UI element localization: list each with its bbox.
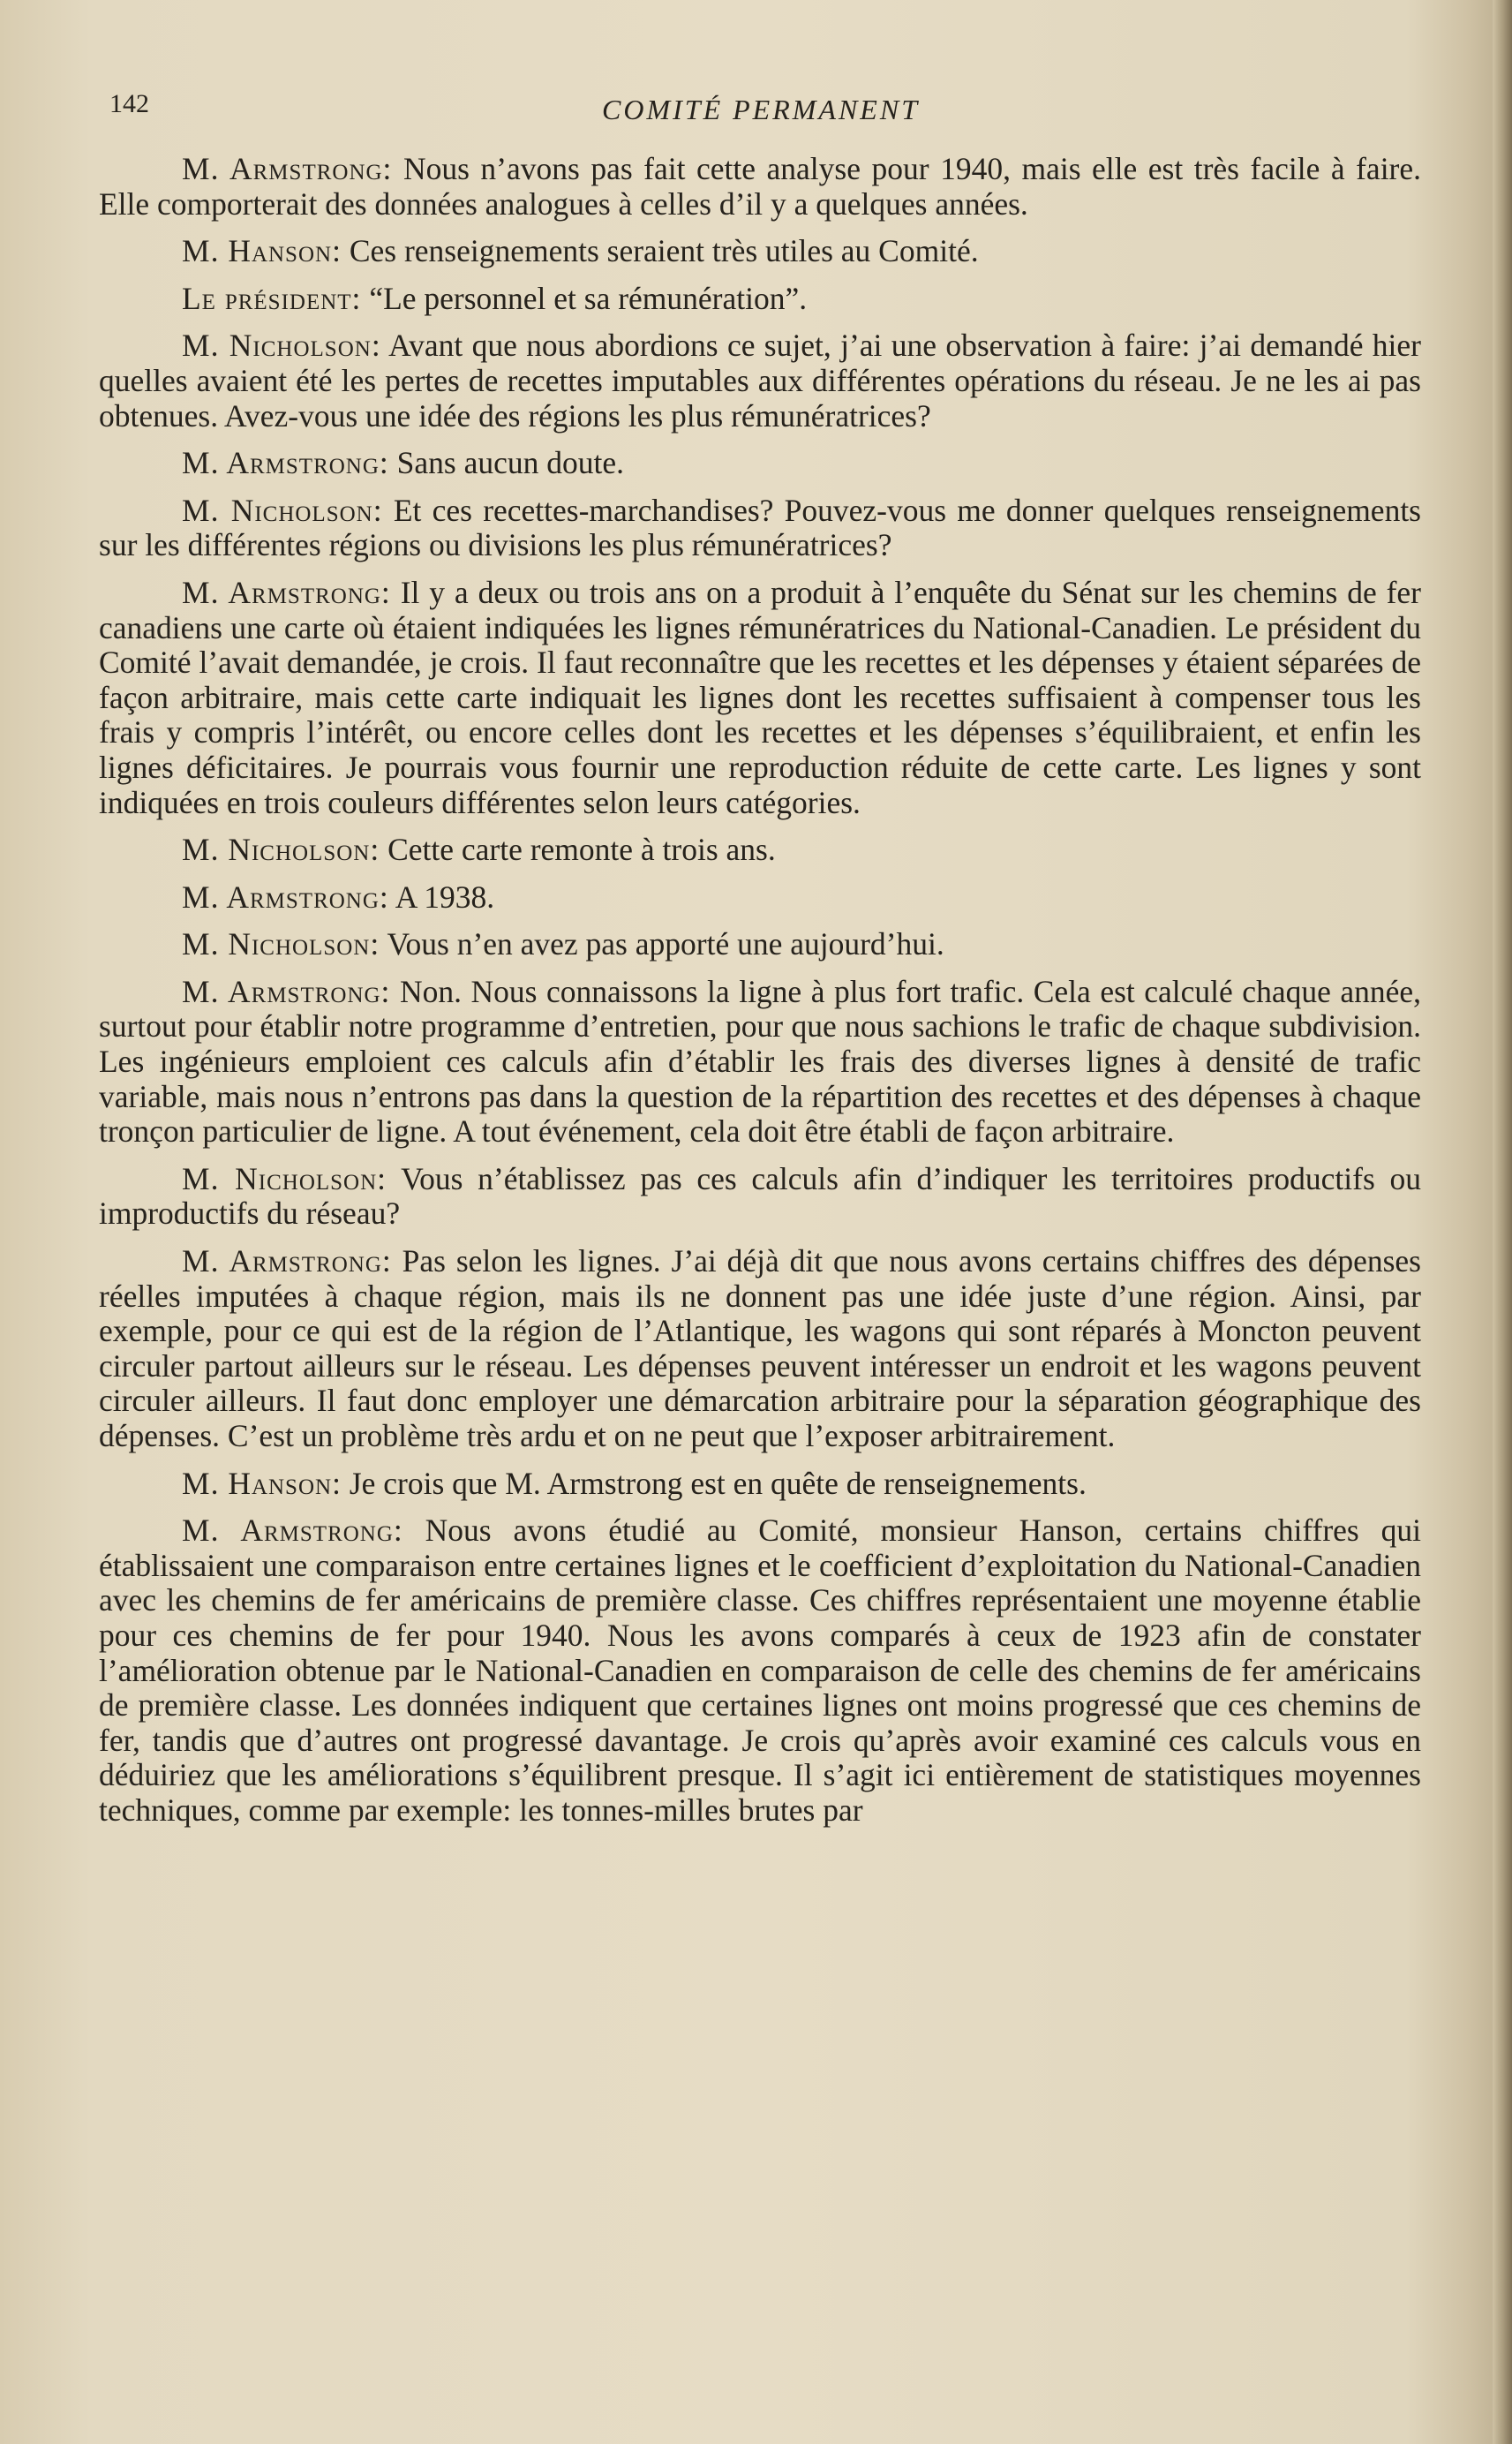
speech-text: Vous n’en avez pas apporté une aujourd’hui.	[387, 926, 944, 962]
speaker-name: M. Nicholson:	[182, 492, 383, 528]
speech-text: Ces renseignements seraient très utiles au Comité.	[349, 233, 979, 269]
transcript-paragraph	[99, 494, 1421, 563]
speaker-name: M. Armstrong:	[182, 1512, 403, 1549]
speech-text: Vous n’établissez pas ces calculs afin d’indiquer les territoires productifs ou improductifs du réseau?	[99, 1160, 1421, 1232]
transcript-paragraph	[99, 927, 1421, 962]
transcript-paragraph	[99, 446, 1421, 481]
transcript-paragraph	[99, 1467, 1421, 1502]
transcript-paragraph	[99, 152, 1421, 222]
speaker-name: M. Armstrong:	[182, 879, 389, 915]
speech-text: Non. Nous connaissons la ligne à plus fort trafic. Cela est calculé chaque année, surtout pour établir notre programme d’entretien, pour que nous sachions le trafic de chaque subdivision. Les ingénieurs emploient ces calculs afin d’établir les frais des diverses lignes à densité de trafic variable, mais nous n’entrons pas dans la question de la répartition des recettes et des dépenses à chaque tronçon particulier de ligne. A tout événement, cela doit être établi de façon arbitraire.	[99, 973, 1421, 1150]
page-header	[99, 87, 1423, 131]
speaker-name: M. Armstrong:	[182, 973, 391, 1009]
speech-text: Je crois que M. Armstrong est en quête de renseignements.	[349, 1465, 1087, 1501]
speaker-name: M. Nicholson:	[182, 328, 381, 364]
speech-text: Et ces recettes-marchandises? Pouvez-vous me donner quelques renseignements sur les différentes régions ou divisions les plus rémunératrices?	[99, 492, 1421, 563]
speaker-name: M. Nicholson:	[182, 832, 380, 868]
speech-text: Avant que nous abordions ce sujet, j’ai une observation à faire: j’ai demandé hier quelles avaient été les pertes de recettes imputables aux différentes opérations du réseau. Je ne les ai pas obtenues. Avez-vous une idée des régions les plus rémunératrices?	[99, 328, 1421, 434]
speech-text: Il y a deux ou trois ans on a produit à l’enquête du Sénat sur les chemins de fer canadiens une carte où étaient indiquées les lignes rémunératrices du National-Canadien. Le président du Comité l’avait demandée, je crois. Il faut reconnaître que les recettes et les dépenses y étaient séparées de façon arbitraire, mais cette carte indiquait les lignes dont les recettes suffisaient à compenser tous les frais y compris l’intérêt, ou encore celles dont les recettes et les dépenses s’équilibraient, et enfin les lignes déficitaires. Je pourrais vous fournir une reproduction réduite de cette carte. Les lignes y sont indiquées en trois couleurs différentes selon leurs catégories.	[99, 574, 1421, 820]
speaker-name: M. Armstrong:	[182, 445, 389, 481]
transcript-paragraph	[99, 1244, 1421, 1454]
speech-text: “Le personnel et sa rémunération”.	[369, 280, 808, 316]
speech-text: Nous n’avons pas fait cette analyse pour 1940, mais elle est très facile à faire. Elle comporterait des données analogues à celles d’il y a quelques années.	[99, 151, 1422, 222]
transcript-paragraph	[99, 833, 1421, 868]
speaker-name: M. Nicholson:	[182, 926, 380, 962]
transcript-paragraph	[99, 576, 1421, 820]
transcript-body	[99, 152, 1421, 1841]
speech-text: Sans aucun doute.	[396, 445, 624, 481]
transcript-paragraph	[99, 1162, 1421, 1232]
transcript-paragraph	[99, 880, 1421, 916]
transcript-paragraph	[99, 282, 1421, 317]
transcript-paragraph	[99, 328, 1421, 434]
running-head: COMITÉ PERMANENT	[602, 94, 920, 125]
speech-text: Pas selon les lignes. J’ai déjà dit que nous avons certains chiffres des dépenses réelles imputées à chaque région, mais ils ne donnent pas une idée juste d’une région. Ainsi, par exemple, pour ce qui est de la région de l’Atlantique, les wagons qui sont réparés à Moncton peuvent circuler partout ailleurs sur le réseau. Les dépenses peuvent intéresser un endroit et les wagons peuvent circuler ailleurs. Il faut donc employer une démarcation arbitraire pour la séparation géographique des dépenses. C’est un problème très ardu et on ne peut que l’exposer arbitrairement.	[99, 1243, 1421, 1453]
speech-text: Cette carte remonte à trois ans.	[387, 832, 776, 868]
speaker-name: M. Armstrong:	[182, 1243, 392, 1279]
speaker-name: M. Hanson:	[182, 233, 342, 269]
transcript-paragraph	[99, 1513, 1421, 1828]
page-number: 142	[109, 89, 149, 118]
page-edge-shadow	[1493, 0, 1512, 2444]
speech-text: A 1938.	[395, 879, 495, 915]
speaker-name: M. Armstrong:	[182, 574, 391, 610]
speaker-name: M. Nicholson:	[182, 1160, 387, 1196]
speaker-name: M. Armstrong:	[182, 151, 393, 186]
transcript-paragraph	[99, 975, 1421, 1150]
speech-text: Nous avons étudié au Comité, monsieur Hanson, certains chiffres qui établissaient une comparaison entre certaines lignes et le coefficient d’exploitation du National-Canadien avec les chemins de fer américains de première classe. Ces chiffres représentaient une moyenne établie pour ces chemins de fer pour 1940. Nous les avons comparés à ceux de 1923 afin de constater l’amélioration obtenue par le National-Canadien en comparaison de celle des chemins de fer américains de première classe. Les données indiquent que certaines lignes ont moins progressé que ces chemins de fer, tandis que d’autres ont progressé davantage. Je crois qu’après avoir examiné ces calculs vous en déduiriez que les améliorations s’équilibrent presque. Il s’agit ici entièrement de statistiques moyennes techniques, comme par exemple: les tonnes-milles brutes par	[99, 1512, 1421, 1828]
transcript-paragraph	[99, 234, 1421, 269]
speaker-name: Le président:	[182, 280, 362, 316]
speaker-name: M. Hanson:	[182, 1465, 342, 1501]
